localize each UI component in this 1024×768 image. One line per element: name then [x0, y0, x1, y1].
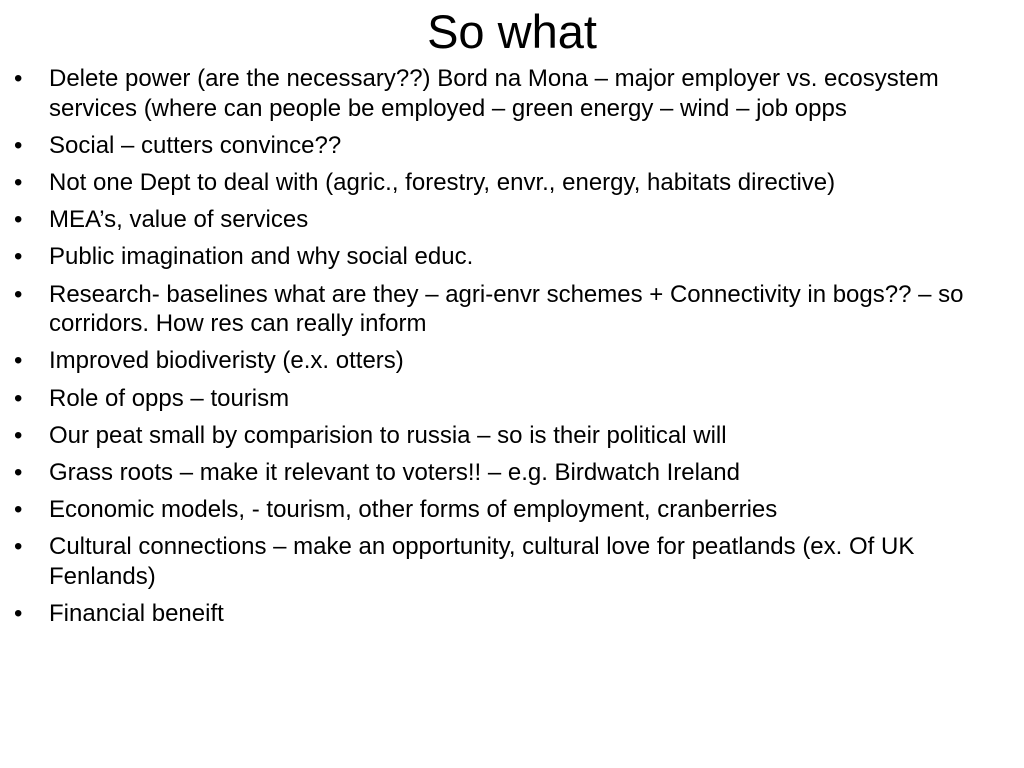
bullet-item: [14, 64, 1004, 123]
bullet-icon: •: [14, 243, 23, 271]
bullet-icon: •: [14, 280, 23, 308]
bullet-text: Social – cutters convince??: [49, 131, 342, 159]
bullet-item: [14, 346, 1004, 376]
bullet-item: [14, 421, 1004, 451]
bullet-text: Delete power (are the necessary??) Bord na Mona – major employer vs. ecosystem services (where can people be employed – green energy – wind – job opps: [49, 65, 939, 122]
bullet-item: [14, 131, 1004, 161]
bullet-icon: •: [14, 347, 23, 375]
bullet-icon: •: [14, 131, 23, 159]
bullet-text: Our peat small by comparision to russia – so is their political will: [49, 421, 727, 449]
bullet-icon: •: [14, 496, 23, 524]
bullet-text: Public imagination and why social educ.: [49, 243, 474, 271]
bullet-icon: •: [14, 458, 23, 486]
bullet-item: [14, 384, 1004, 414]
slide-title: So what: [427, 5, 597, 58]
bullet-icon: •: [14, 168, 23, 196]
bullet-icon: •: [14, 206, 23, 234]
bullet-text: Economic models, - tourism, other forms of employment, cranberries: [49, 496, 778, 524]
bullet-item: [14, 205, 1004, 235]
bullet-text: Financial beneift: [49, 600, 224, 628]
bullet-item: [14, 168, 1004, 198]
bullet-item: [14, 532, 1004, 591]
bullet-text: Improved biodiveristy (e.x. otters): [49, 347, 404, 375]
bullet-item: [14, 458, 1004, 488]
bullet-text: Not one Dept to deal with (agric., forestry, envr., energy, habitats directive): [49, 168, 836, 196]
bullet-item: [14, 242, 1004, 272]
bullet-icon: •: [14, 65, 23, 92]
bullet-text: MEA’s, value of services: [49, 206, 309, 234]
bullet-icon: •: [14, 421, 23, 449]
bullet-item: [14, 280, 1004, 339]
bullet-icon: •: [14, 533, 23, 561]
bullet-icon: •: [14, 384, 23, 412]
bullet-text: Role of opps – tourism: [49, 384, 290, 412]
bullet-item: [14, 495, 1004, 525]
bullet-text: Grass roots – make it relevant to voters!! – e.g. Birdwatch Ireland: [49, 458, 740, 486]
bullet-icon: •: [14, 600, 23, 628]
bullet-text: Cultural connections – make an opportunity, cultural love for peatlands (ex. Of UK Fenlands): [49, 533, 915, 590]
bullet-list: [14, 64, 1004, 636]
bullet-text: Research- baselines what are they – agri-envr schemes + Connectivity in bogs?? – so corridors. How res can really inform: [49, 280, 964, 338]
bullet-item: [14, 599, 1004, 629]
